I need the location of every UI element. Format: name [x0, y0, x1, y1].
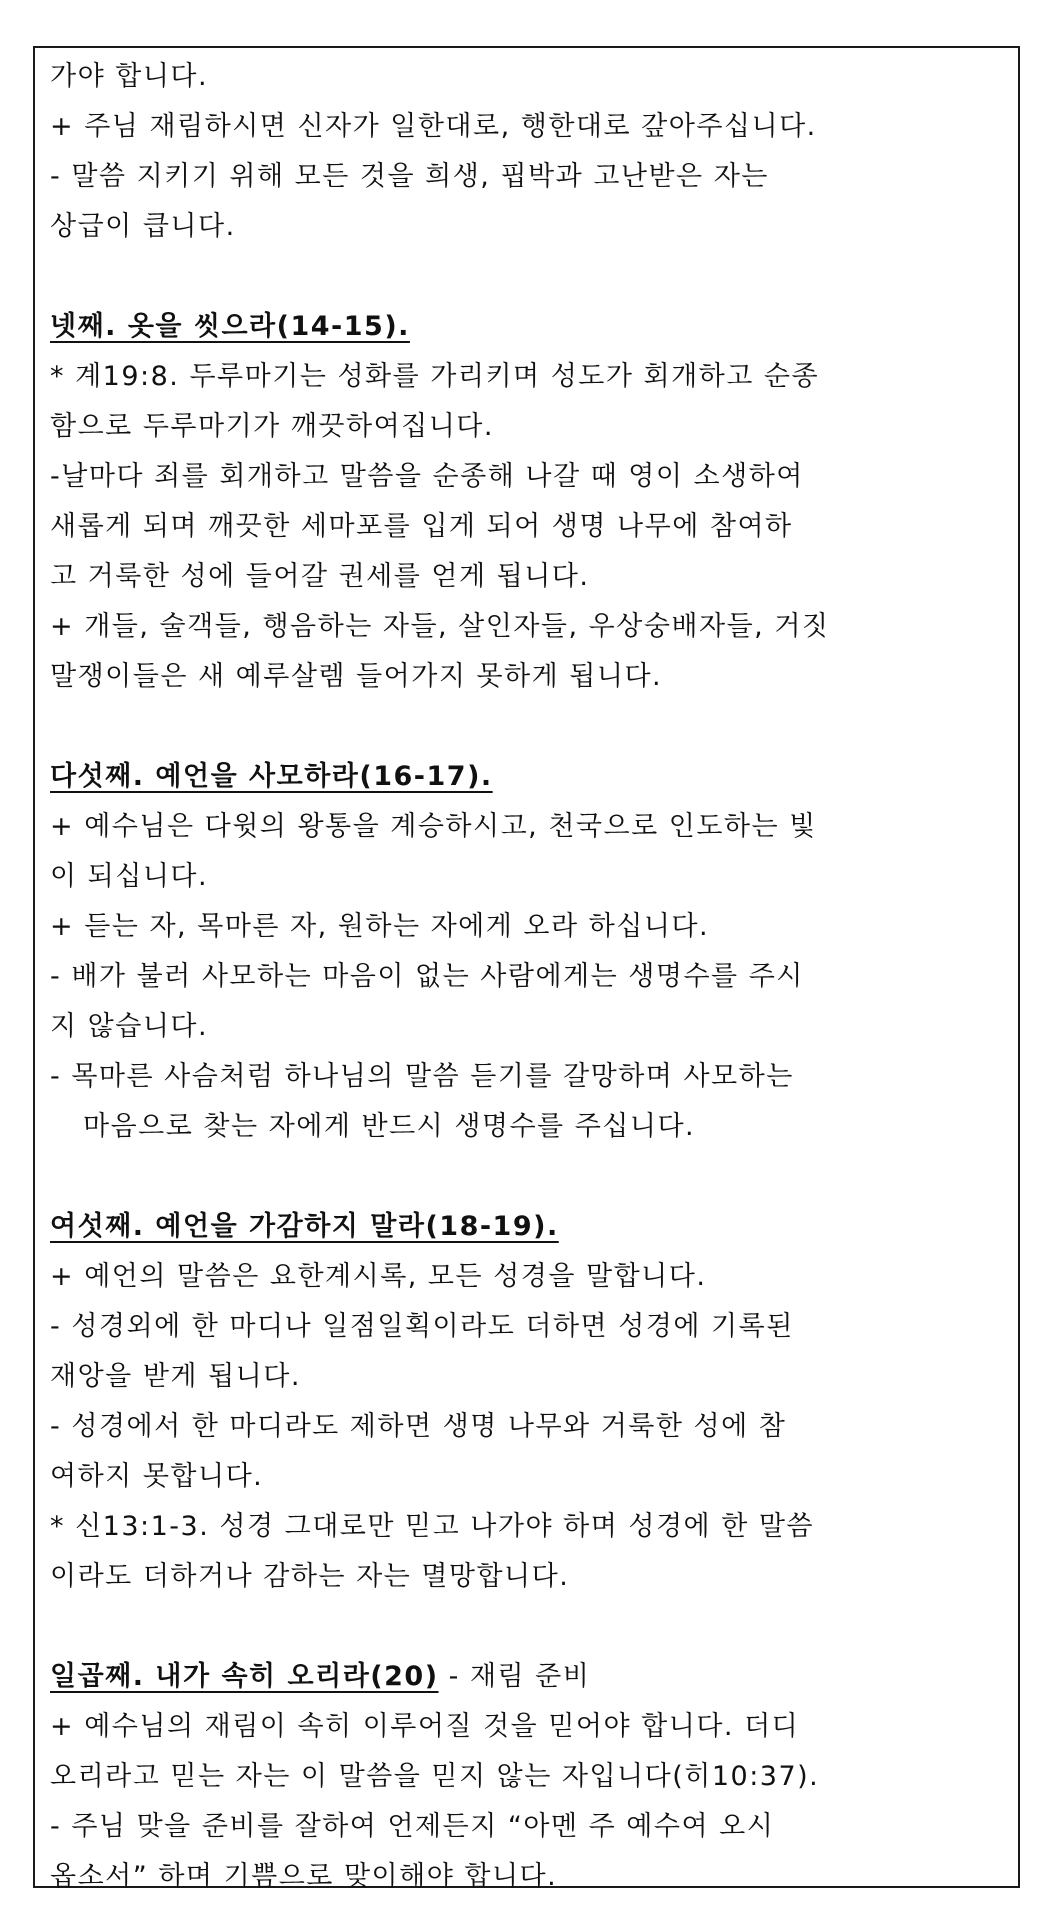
paragraph-spacer: [50, 1152, 1000, 1202]
section-title: 넷째. 옷을 씻으라(14-15).: [50, 311, 410, 342]
text-line: + 예수님의 재림이 속히 이루어질 것을 믿어야 합니다. 더디: [50, 1711, 800, 1742]
text-line: - 성경에서 한 마디라도 제하면 생명 나무와 거룩한 성에 참: [50, 1411, 787, 1442]
text-line: 여하지 못합니다.: [50, 1461, 264, 1492]
section-heading-4: [50, 302, 1000, 352]
section-heading-6: [50, 1202, 1000, 1252]
text-line: - 배가 불러 사모하는 마음이 없는 사람에게는 생명수를 주시: [50, 961, 804, 992]
section-subtitle: - 재림 준비: [438, 1661, 591, 1692]
text-line: - 말씀 지키기 위해 모든 것을 희생, 핍박과 고난받은 자는: [50, 161, 769, 192]
section-title: 여섯째. 예언을 가감하지 말라(18-19).: [50, 1211, 559, 1242]
text-line: + 주님 재림하시면 신자가 일한대로, 행한대로 갚아주십니다.: [50, 111, 817, 142]
text-line: 마음으로 찾는 자에게 반드시 생명수를 주십니다.: [83, 1111, 696, 1142]
text-line: 고 거룩한 성에 들어갈 권세를 얻게 됩니다.: [50, 561, 590, 592]
text-line: 함으로 두루마기가 깨끗하여집니다.: [50, 411, 494, 442]
text-line: 상급이 큽니다.: [50, 211, 236, 242]
text-line: 지 않습니다.: [50, 1011, 209, 1042]
text-line: - 목마른 사슴처럼 하나님의 말씀 듣기를 갈망하며 사모하는: [50, 1061, 794, 1092]
text-line: * 계19:8. 두루마기는 성화를 가리키며 성도가 회개하고 순종: [50, 361, 820, 392]
text-line: 재앙을 받게 됩니다.: [50, 1361, 301, 1392]
text-line: * 신13:1-3. 성경 그대로만 믿고 나가야 하며 성경에 한 말씀: [50, 1511, 815, 1542]
section-title: 일곱째. 내가 속히 오리라(20): [50, 1661, 439, 1692]
paragraph-spacer: [50, 1602, 1000, 1652]
text-line: - 성경외에 한 마디나 일점일획이라도 더하면 성경에 기록된: [50, 1311, 794, 1342]
text-line: + 개들, 술객들, 행음하는 자들, 살인자들, 우상숭배자들, 거짓: [50, 611, 830, 642]
text-line: + 예수님은 다윗의 왕통을 계승하시고, 천국으로 인도하는 빛: [50, 811, 817, 842]
section-heading-7: [50, 1652, 1000, 1702]
text-line: 말쟁이들은 새 예루살렘 들어가지 못하게 됩니다.: [50, 661, 663, 692]
text-line: + 듣는 자, 목마른 자, 원하는 자에게 오라 하십니다.: [50, 911, 710, 942]
section-title: 다섯째. 예언을 사모하라(16-17).: [50, 761, 493, 792]
text-line: + 예언의 말씀은 요한계시록, 모든 성경을 말합니다.: [50, 1261, 707, 1292]
text-line: 오리라고 믿는 자는 이 말씀을 믿지 않는 자입니다(히10:37).: [50, 1761, 820, 1792]
paragraph-spacer: [50, 252, 1000, 302]
section-heading-5: [50, 752, 1000, 802]
paragraph-spacer: [50, 702, 1000, 752]
text-line: 가야 합니다.: [50, 61, 209, 92]
text-line: -날마다 죄를 회개하고 말씀을 순종해 나갈 때 영이 소생하여: [50, 461, 804, 492]
document-body: [50, 52, 1000, 1902]
text-line: 옵소서” 하며 기쁨으로 맞이해야 합니다.: [50, 1861, 558, 1892]
text-line: 새롭게 되며 깨끗한 세마포를 입게 되어 생명 나무에 참여하: [50, 511, 793, 542]
text-line: - 주님 맞을 준비를 잘하여 언제든지 “아멘 주 예수여 오시: [50, 1811, 775, 1842]
text-line: 이 되십니다.: [50, 861, 209, 892]
text-line: 이라도 더하거나 감하는 자는 멸망합니다.: [50, 1561, 570, 1592]
